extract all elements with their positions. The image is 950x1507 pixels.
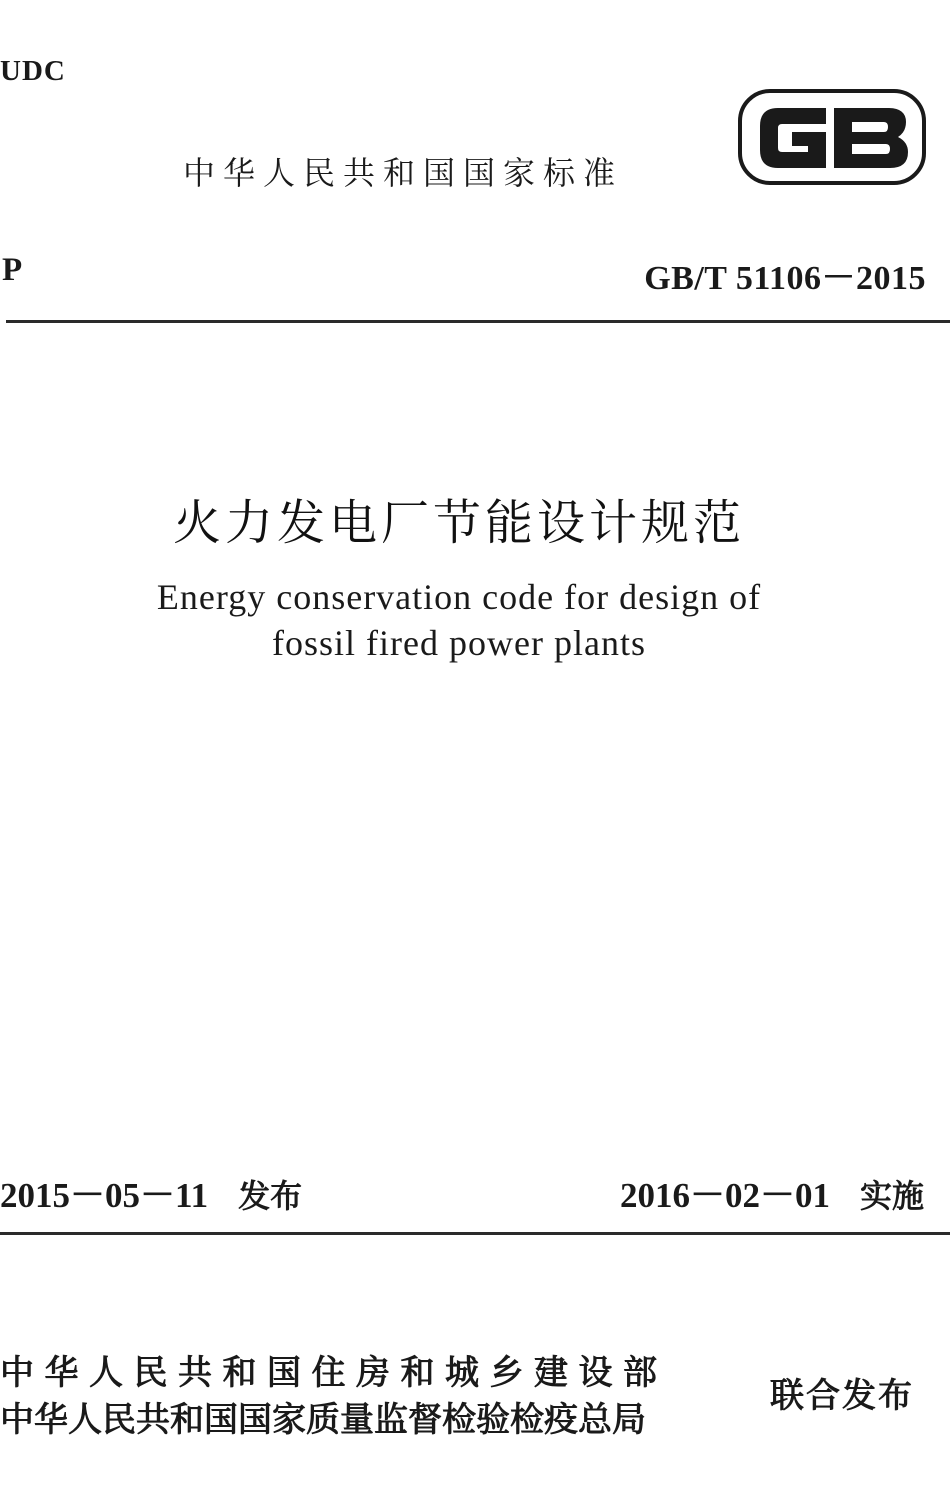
gb-logo-icon: [738, 88, 926, 186]
standard-number: GB/T 51106－2015: [644, 260, 926, 297]
issuer-aqsiq: 中华人民共和国国家质量监督检验检疫总局: [0, 1400, 646, 1440]
joint-issue-label: 联合发布: [770, 1376, 914, 1416]
udc-label: UDC: [0, 55, 66, 87]
issuer-ministry: 中华人民共和国住房和城乡建设部: [0, 1353, 668, 1393]
title-chinese: 火力发电厂节能设计规范: [172, 495, 745, 551]
bottom-divider: [0, 1232, 950, 1235]
issue-label: 发布: [238, 1177, 303, 1215]
title-english-line-2: fossil fired power plants: [272, 623, 646, 663]
implement-date-block: [620, 1168, 924, 1218]
top-divider: [6, 320, 950, 323]
issue-date: 2015－05－11: [0, 1176, 209, 1215]
national-standard-heading: 中华人民共和国国家标准: [183, 154, 624, 192]
implement-label: 实施: [859, 1177, 924, 1215]
category-code: P: [2, 252, 23, 288]
title-english-line-1: Energy conservation code for design of: [156, 577, 762, 617]
implement-date: 2016－02－01: [619, 1176, 830, 1215]
issue-date-block: [0, 1168, 302, 1218]
